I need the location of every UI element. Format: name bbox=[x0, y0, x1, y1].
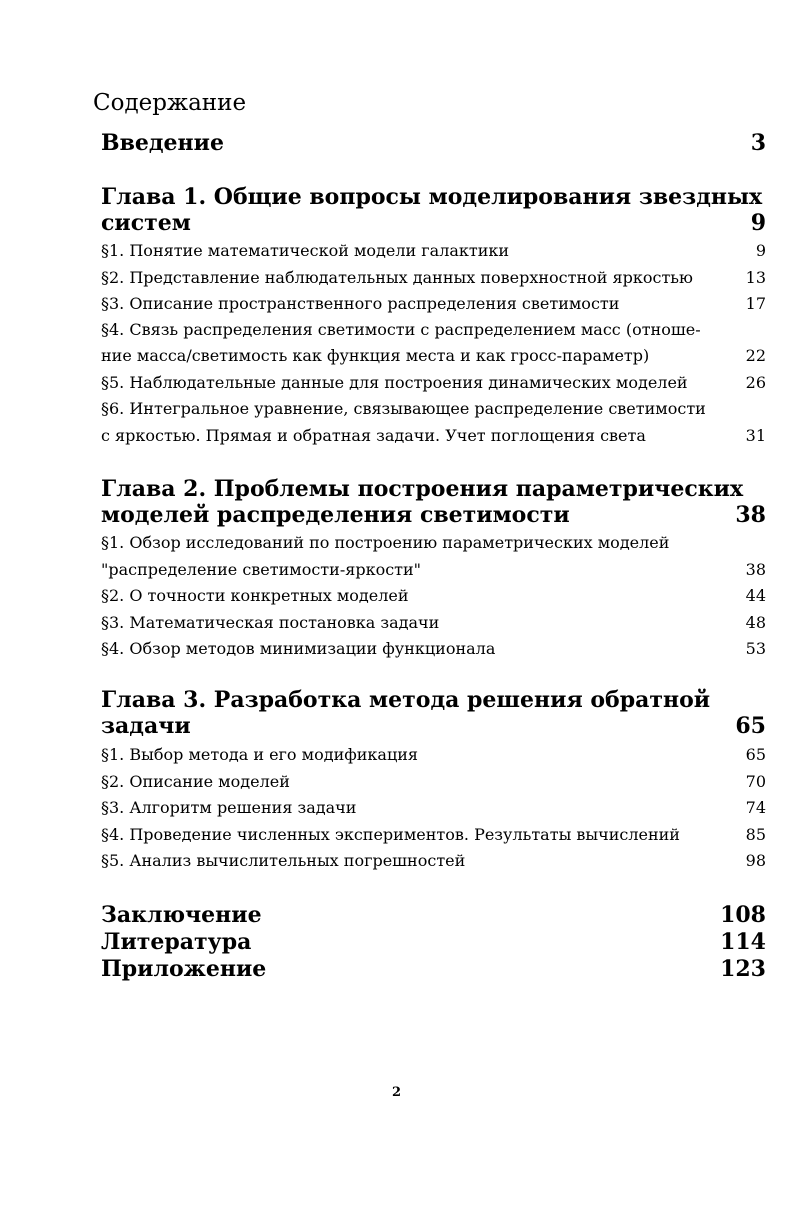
section-title: §3. Алгоритм решения задачи bbox=[101, 798, 357, 817]
section-title: §4. Обзор методов минимизации функционала bbox=[101, 639, 496, 658]
page-number: 2 bbox=[391, 1085, 402, 1100]
toc-section[interactable] bbox=[101, 639, 766, 658]
entry-title: моделей распределения светимости bbox=[101, 502, 570, 528]
section-page: 9 bbox=[755, 241, 766, 260]
section-title-line1[interactable]: §1. Обзор исследований по построению параметрических моделей bbox=[101, 533, 670, 552]
section-title-line1[interactable]: §4. Связь распределения светимости с распределением масс (отноше- bbox=[101, 320, 701, 339]
section-title: §2. Описание моделей bbox=[101, 772, 290, 791]
toc-section[interactable] bbox=[101, 772, 766, 791]
section-title: ние масса/светимость как функция места и как гросс-параметр) bbox=[101, 346, 650, 365]
entry-page: 65 bbox=[735, 713, 766, 739]
section-page: 53 bbox=[745, 639, 766, 658]
entry-page: 123 bbox=[720, 956, 766, 982]
toc-section[interactable] bbox=[101, 586, 766, 605]
toc-section[interactable] bbox=[101, 268, 766, 287]
entry-page: 114 bbox=[720, 929, 766, 955]
toc-section[interactable] bbox=[101, 825, 766, 844]
entry-title: задачи bbox=[101, 713, 191, 739]
toc-entry-intro[interactable] bbox=[101, 130, 766, 156]
chapter-1-title-cont[interactable] bbox=[101, 210, 766, 236]
toc-section[interactable] bbox=[101, 560, 766, 579]
section-page: 31 bbox=[745, 426, 766, 445]
toc-section[interactable] bbox=[101, 294, 766, 313]
section-title: §5. Анализ вычислительных погрешностей bbox=[101, 851, 466, 870]
section-page: 13 bbox=[745, 268, 766, 287]
entry-page: 38 bbox=[735, 502, 766, 528]
chapter-2-title[interactable]: Глава 2. Проблемы построения параметрических bbox=[101, 476, 744, 502]
entry-title: Введение bbox=[101, 130, 224, 156]
toc-section[interactable] bbox=[101, 426, 766, 445]
section-page: 70 bbox=[745, 772, 766, 791]
section-page: 85 bbox=[745, 825, 766, 844]
entry-page: 108 bbox=[720, 902, 766, 928]
section-title: с яркостью. Прямая и обратная задачи. Учет поглощения света bbox=[101, 426, 646, 445]
section-title: §5. Наблюдательные данные для построения динамических моделей bbox=[101, 373, 688, 392]
toc-section[interactable] bbox=[101, 241, 766, 260]
toc-section[interactable] bbox=[101, 851, 766, 870]
section-title: "распределение светимости-яркости" bbox=[101, 560, 422, 579]
entry-title: Литература bbox=[101, 929, 252, 955]
entry-title: Приложение bbox=[101, 956, 267, 982]
toc-section[interactable] bbox=[101, 798, 766, 817]
section-page: 65 bbox=[745, 745, 766, 764]
section-title: §3. Математическая постановка задачи bbox=[101, 613, 440, 632]
section-title: §2. О точности конкретных моделей bbox=[101, 586, 409, 605]
toc-entry-appendix[interactable] bbox=[101, 956, 766, 982]
page-title: Содержание bbox=[93, 90, 247, 116]
entry-title: систем bbox=[101, 210, 191, 236]
chapter-3-title[interactable]: Глава 3. Разработка метода решения обратной bbox=[101, 687, 711, 713]
section-title: §2. Представление наблюдательных данных поверхностной яркостью bbox=[101, 268, 693, 287]
toc-entry-references[interactable] bbox=[101, 929, 766, 955]
toc-section[interactable] bbox=[101, 346, 766, 365]
section-title: §4. Проведение численных экспериментов. Результаты вычислений bbox=[101, 825, 680, 844]
section-page: 48 bbox=[745, 613, 766, 632]
entry-page: 3 bbox=[750, 130, 766, 156]
toc-section[interactable] bbox=[101, 613, 766, 632]
section-title: §1. Понятие математической модели галактики bbox=[101, 241, 510, 260]
section-title-line1[interactable]: §6. Интегральное уравнение, связывающее распределение светимости bbox=[101, 399, 706, 418]
section-page: 38 bbox=[745, 560, 766, 579]
toc-entry-conclusion[interactable] bbox=[101, 902, 766, 928]
section-page: 17 bbox=[745, 294, 766, 313]
section-title: §1. Выбор метода и его модификация bbox=[101, 745, 418, 764]
chapter-2-title-cont[interactable] bbox=[101, 502, 766, 528]
section-page: 22 bbox=[745, 346, 766, 365]
entry-title: Заключение bbox=[101, 902, 262, 928]
chapter-3-title-cont[interactable] bbox=[101, 713, 766, 739]
toc-section[interactable] bbox=[101, 745, 766, 764]
entry-page: 9 bbox=[750, 210, 766, 236]
section-page: 74 bbox=[745, 798, 766, 817]
section-page: 26 bbox=[745, 373, 766, 392]
chapter-1-title[interactable]: Глава 1. Общие вопросы моделирования звездных bbox=[101, 184, 763, 210]
toc-section[interactable] bbox=[101, 373, 766, 392]
section-title: §3. Описание пространственного распределения светимости bbox=[101, 294, 620, 313]
section-page: 44 bbox=[745, 586, 766, 605]
section-page: 98 bbox=[745, 851, 766, 870]
